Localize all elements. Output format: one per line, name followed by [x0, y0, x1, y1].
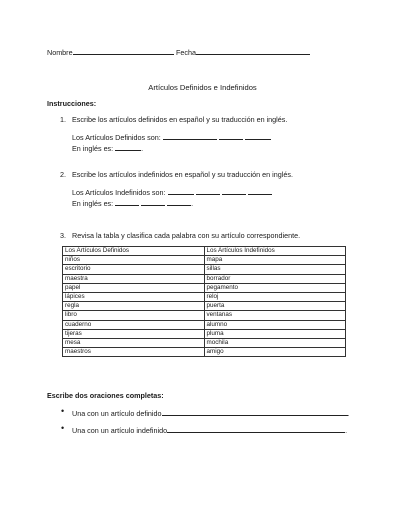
q1-prompt: Escribe los artículos definidos en español y su traducción en inglés. — [72, 115, 288, 124]
table-cell: amigo — [204, 348, 346, 357]
name-label: Nombre — [47, 48, 73, 57]
table-cell: papel — [63, 283, 205, 292]
q2-blank-4[interactable] — [248, 187, 272, 195]
table-cell: pegamento — [204, 283, 346, 292]
table-row — [63, 283, 346, 292]
table-cell: borrador — [204, 274, 346, 283]
definido-sentence-blank[interactable] — [162, 408, 348, 416]
instructions-heading: Instrucciones: — [47, 99, 97, 108]
q2-blank-1[interactable] — [168, 187, 194, 195]
table-cell: tijeras — [63, 329, 205, 338]
table-row — [63, 293, 346, 302]
q1-blank-4[interactable] — [115, 143, 141, 151]
table-row — [63, 311, 346, 320]
header-definidos: Los Artículos Definidos — [63, 247, 205, 256]
header-indefinidos: Los Artículos Indefinidos — [204, 247, 346, 256]
table-cell: pluma — [204, 329, 346, 338]
indefinido-sentence-blank[interactable] — [167, 425, 345, 433]
page-title: Artículos Definidos e Indefinidos — [148, 83, 257, 92]
table-cell: sillas — [204, 265, 346, 274]
table-row — [63, 329, 346, 338]
q2-line1 — [72, 187, 272, 197]
q2-line2: En inglés es: . — [72, 199, 194, 208]
table-cell: niños — [63, 256, 205, 265]
q2-blank-5[interactable] — [115, 198, 139, 206]
table-cell: cuaderno — [63, 320, 205, 329]
q2-blank-2[interactable] — [196, 187, 220, 195]
q2-blank-7[interactable] — [167, 198, 191, 206]
table-cell: reloj — [204, 293, 346, 302]
table-cell: alumno — [204, 320, 346, 329]
q2-prompt: Escribe los artículos indefinidos en español y su traducción en inglés. — [72, 170, 293, 179]
bullet-label: Una con un artículo indefinido — [72, 426, 168, 435]
date-blank[interactable] — [196, 47, 310, 55]
q2-blank-3[interactable] — [222, 187, 246, 195]
date-line — [176, 47, 310, 57]
name-blank[interactable] — [73, 47, 174, 55]
table-cell: puerta — [204, 302, 346, 311]
table-row — [63, 302, 346, 311]
bullet-item-definido: Una con un artículo definido . — [72, 409, 350, 418]
articles-table — [62, 246, 346, 357]
bullet-label: Una con un artículo definido — [72, 409, 162, 418]
sentences-heading: Escribe dos oraciones completas: — [47, 391, 164, 400]
q2-line1-label: Los Artículos Indefinidos son: — [72, 188, 166, 197]
q2-blank-6[interactable] — [141, 198, 165, 206]
q1-line1-label: Los Artículos Definidos son: — [72, 133, 161, 142]
table-cell: maestra — [63, 274, 205, 283]
bullet-icon: • — [61, 406, 65, 416]
table-row — [63, 265, 346, 274]
q1-line1 — [72, 132, 271, 142]
table-header-row — [63, 247, 346, 256]
table-cell: mesa — [63, 339, 205, 348]
table-row — [63, 274, 346, 283]
q2-number: 2. — [60, 170, 66, 179]
q3-prompt: Revisa la tabla y clasifica cada palabra con su artículo correspondiente. — [72, 231, 301, 240]
q1-blank-1[interactable] — [163, 132, 217, 140]
q1-line2: En inglés es: . — [72, 144, 144, 153]
date-label: Fecha — [176, 48, 196, 57]
q1-line2-label: En inglés es: — [72, 144, 114, 153]
q1-blank-3[interactable] — [245, 132, 271, 140]
table-cell: lápices — [63, 293, 205, 302]
q3-number: 3. — [60, 231, 66, 240]
table-row — [63, 320, 346, 329]
name-line — [47, 47, 174, 57]
table-row — [63, 256, 346, 265]
table-row — [63, 339, 346, 348]
table-cell: maestros — [63, 348, 205, 357]
table-cell: mapa — [204, 256, 346, 265]
bullet-item-indefinido: Una con un artículo indefinido . — [72, 426, 348, 435]
table-row — [63, 348, 346, 357]
table-cell: libro — [63, 311, 205, 320]
table-cell: ventanas — [204, 311, 346, 320]
table-cell: escritorio — [63, 265, 205, 274]
bullet-icon: • — [61, 423, 65, 433]
q1-blank-2[interactable] — [219, 132, 243, 140]
table-cell: regla — [63, 302, 205, 311]
q1-number: 1. — [60, 115, 66, 124]
q2-line2-label: En inglés es: — [72, 199, 114, 208]
table-cell: mochila — [204, 339, 346, 348]
